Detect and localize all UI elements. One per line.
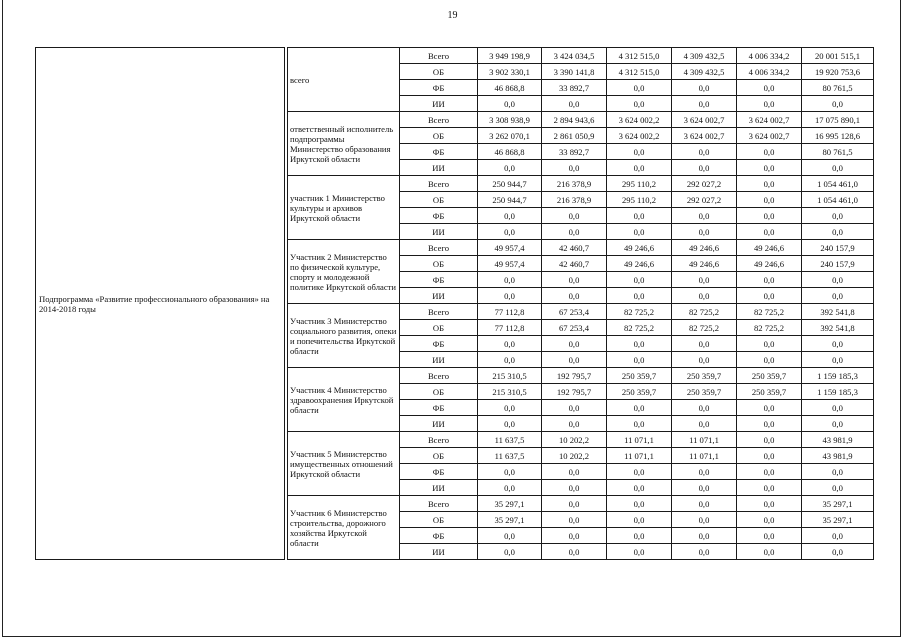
year-value-cell: 0,0 xyxy=(478,544,542,560)
year-value-cell: 0,0 xyxy=(672,288,737,304)
year-value-cell: 11 071,1 xyxy=(607,432,672,448)
year-value-cell: 49 246,6 xyxy=(607,240,672,256)
year-value-cell: 4 006 334,2 xyxy=(737,64,802,80)
funding-source-cell: ФБ xyxy=(400,272,478,288)
executor-cell: Участник 4 Министерство здравоохранения Иркутской области xyxy=(288,368,400,432)
year-value-cell: 250 359,7 xyxy=(672,384,737,400)
year-value-cell: 49 957,4 xyxy=(478,256,542,272)
year-value-cell: 4 309 432,5 xyxy=(672,48,737,64)
year-value-cell: 3 390 141,8 xyxy=(542,64,607,80)
year-value-cell: 77 112,8 xyxy=(478,320,542,336)
year-value-cell: 0,0 xyxy=(672,80,737,96)
year-value-cell: 0,0 xyxy=(542,480,607,496)
year-value-cell: 0,0 xyxy=(672,528,737,544)
year-value-cell: 67 253,4 xyxy=(542,320,607,336)
year-value-cell: 3 949 198,9 xyxy=(478,48,542,64)
year-value-cell: 0,0 xyxy=(737,352,802,368)
year-value-cell: 215 310,5 xyxy=(478,368,542,384)
year-value-cell: 0,0 xyxy=(672,496,737,512)
total-value-cell: 43 981,9 xyxy=(802,448,874,464)
year-value-cell: 0,0 xyxy=(607,352,672,368)
funding-source-cell: ИИ xyxy=(400,160,478,176)
year-value-cell: 11 071,1 xyxy=(672,448,737,464)
year-value-cell: 3 902 330,1 xyxy=(478,64,542,80)
year-value-cell: 0,0 xyxy=(737,336,802,352)
year-value-cell: 0,0 xyxy=(542,272,607,288)
executor-cell: Участник 3 Министерство социального развития, опеки и попечительства Иркутской области xyxy=(288,304,400,368)
total-value-cell: 35 297,1 xyxy=(802,512,874,528)
year-value-cell: 0,0 xyxy=(672,96,737,112)
year-value-cell: 0,0 xyxy=(542,352,607,368)
year-value-cell: 0,0 xyxy=(737,192,802,208)
total-value-cell: 0,0 xyxy=(802,400,874,416)
year-value-cell: 0,0 xyxy=(672,352,737,368)
year-value-cell: 0,0 xyxy=(607,160,672,176)
total-value-cell: 1 054 461,0 xyxy=(802,176,874,192)
funding-source-cell: ФБ xyxy=(400,336,478,352)
funding-source-cell: ИИ xyxy=(400,544,478,560)
year-value-cell: 3 624 002,7 xyxy=(672,112,737,128)
year-value-cell: 0,0 xyxy=(737,160,802,176)
year-value-cell: 250 944,7 xyxy=(478,192,542,208)
year-value-cell: 0,0 xyxy=(478,352,542,368)
year-value-cell: 4 312 515,0 xyxy=(607,48,672,64)
total-value-cell: 0,0 xyxy=(802,352,874,368)
year-value-cell: 35 297,1 xyxy=(478,512,542,528)
year-value-cell: 35 297,1 xyxy=(478,496,542,512)
funding-source-cell: Всего xyxy=(400,48,478,64)
year-value-cell: 3 624 002,7 xyxy=(737,112,802,128)
total-value-cell: 0,0 xyxy=(802,416,874,432)
year-value-cell: 0,0 xyxy=(607,144,672,160)
year-value-cell: 0,0 xyxy=(672,512,737,528)
funding-source-cell: ФБ xyxy=(400,400,478,416)
year-value-cell: 0,0 xyxy=(478,224,542,240)
total-value-cell: 0,0 xyxy=(802,544,874,560)
funding-source-cell: Всего xyxy=(400,240,478,256)
year-value-cell: 2 861 050,9 xyxy=(542,128,607,144)
funding-source-cell: Всего xyxy=(400,432,478,448)
year-value-cell: 82 725,2 xyxy=(737,304,802,320)
year-value-cell: 10 202,2 xyxy=(542,432,607,448)
year-value-cell: 0,0 xyxy=(737,272,802,288)
year-value-cell: 216 378,9 xyxy=(542,176,607,192)
year-value-cell: 292 027,2 xyxy=(672,192,737,208)
year-value-cell: 0,0 xyxy=(478,416,542,432)
year-value-cell: 0,0 xyxy=(478,96,542,112)
year-value-cell: 0,0 xyxy=(542,416,607,432)
year-value-cell: 4 309 432,5 xyxy=(672,64,737,80)
year-value-cell: 250 359,7 xyxy=(672,368,737,384)
year-value-cell: 0,0 xyxy=(542,512,607,528)
year-value-cell: 250 359,7 xyxy=(607,368,672,384)
year-value-cell: 0,0 xyxy=(672,464,737,480)
year-value-cell: 295 110,2 xyxy=(607,176,672,192)
table-row xyxy=(36,48,874,64)
total-value-cell: 1 159 185,3 xyxy=(802,368,874,384)
funding-source-cell: ОБ xyxy=(400,448,478,464)
table-body xyxy=(36,48,874,560)
year-value-cell: 0,0 xyxy=(607,544,672,560)
year-value-cell: 0,0 xyxy=(672,208,737,224)
year-value-cell: 0,0 xyxy=(737,224,802,240)
year-value-cell: 0,0 xyxy=(478,208,542,224)
funding-source-cell: ОБ xyxy=(400,192,478,208)
year-value-cell: 0,0 xyxy=(672,144,737,160)
year-value-cell: 0,0 xyxy=(478,400,542,416)
year-value-cell: 0,0 xyxy=(737,416,802,432)
funding-source-cell: Всего xyxy=(400,304,478,320)
year-value-cell: 49 246,6 xyxy=(737,256,802,272)
year-value-cell: 77 112,8 xyxy=(478,304,542,320)
year-value-cell: 42 460,7 xyxy=(542,256,607,272)
year-value-cell: 0,0 xyxy=(607,528,672,544)
year-value-cell: 49 957,4 xyxy=(478,240,542,256)
year-value-cell: 49 246,6 xyxy=(737,240,802,256)
year-value-cell: 0,0 xyxy=(607,80,672,96)
year-value-cell: 82 725,2 xyxy=(607,304,672,320)
year-value-cell: 33 892,7 xyxy=(542,80,607,96)
year-value-cell: 292 027,2 xyxy=(672,176,737,192)
year-value-cell: 0,0 xyxy=(542,224,607,240)
year-value-cell: 0,0 xyxy=(737,400,802,416)
executor-cell: Участник 5 Министерство имущественных отношений Иркутской области xyxy=(288,432,400,496)
page-number: 19 xyxy=(447,10,458,21)
year-value-cell: 82 725,2 xyxy=(737,320,802,336)
year-value-cell: 0,0 xyxy=(478,288,542,304)
year-value-cell: 11 071,1 xyxy=(607,448,672,464)
funding-source-cell: ИИ xyxy=(400,224,478,240)
year-value-cell: 250 359,7 xyxy=(607,384,672,400)
total-value-cell: 0,0 xyxy=(802,96,874,112)
total-value-cell: 0,0 xyxy=(802,272,874,288)
total-value-cell: 392 541,8 xyxy=(802,320,874,336)
financing-table xyxy=(35,47,874,560)
funding-source-cell: ФБ xyxy=(400,464,478,480)
year-value-cell: 192 795,7 xyxy=(542,384,607,400)
total-value-cell: 19 920 753,6 xyxy=(802,64,874,80)
year-value-cell: 82 725,2 xyxy=(607,320,672,336)
year-value-cell: 0,0 xyxy=(672,336,737,352)
year-value-cell: 0,0 xyxy=(607,416,672,432)
year-value-cell: 295 110,2 xyxy=(607,192,672,208)
year-value-cell: 0,0 xyxy=(542,496,607,512)
year-value-cell: 0,0 xyxy=(478,464,542,480)
funding-source-cell: Всего xyxy=(400,112,478,128)
year-value-cell: 0,0 xyxy=(542,528,607,544)
year-value-cell: 3 308 938,9 xyxy=(478,112,542,128)
year-value-cell: 250 944,7 xyxy=(478,176,542,192)
year-value-cell: 0,0 xyxy=(607,400,672,416)
total-value-cell: 0,0 xyxy=(802,160,874,176)
year-value-cell: 0,0 xyxy=(478,160,542,176)
year-value-cell: 82 725,2 xyxy=(672,304,737,320)
year-value-cell: 0,0 xyxy=(672,400,737,416)
year-value-cell: 11 637,5 xyxy=(478,448,542,464)
year-value-cell: 11 637,5 xyxy=(478,432,542,448)
total-value-cell: 0,0 xyxy=(802,208,874,224)
year-value-cell: 0,0 xyxy=(607,272,672,288)
funding-source-cell: ФБ xyxy=(400,528,478,544)
year-value-cell: 0,0 xyxy=(672,224,737,240)
funding-source-cell: ОБ xyxy=(400,128,478,144)
year-value-cell: 0,0 xyxy=(542,336,607,352)
total-value-cell: 0,0 xyxy=(802,224,874,240)
year-value-cell: 0,0 xyxy=(542,400,607,416)
year-value-cell: 4 006 334,2 xyxy=(737,48,802,64)
year-value-cell: 46 868,8 xyxy=(478,144,542,160)
executor-cell: Участник 6 Министерство строительства, дорожного хозяйства Иркутской области xyxy=(288,496,400,560)
funding-source-cell: ФБ xyxy=(400,208,478,224)
year-value-cell: 0,0 xyxy=(607,288,672,304)
total-value-cell: 17 075 890,1 xyxy=(802,112,874,128)
year-value-cell: 0,0 xyxy=(737,464,802,480)
program-name-cell: Подпрограмма «Развитие профессионального образования» на 2014-2018 годы xyxy=(36,48,285,560)
total-value-cell: 80 761,5 xyxy=(802,80,874,96)
year-value-cell: 49 246,6 xyxy=(672,256,737,272)
year-value-cell: 49 246,6 xyxy=(607,256,672,272)
total-value-cell: 0,0 xyxy=(802,336,874,352)
year-value-cell: 0,0 xyxy=(672,416,737,432)
year-value-cell: 0,0 xyxy=(607,96,672,112)
year-value-cell: 3 624 002,2 xyxy=(607,128,672,144)
year-value-cell: 3 424 034,5 xyxy=(542,48,607,64)
year-value-cell: 3 624 002,2 xyxy=(607,112,672,128)
year-value-cell: 82 725,2 xyxy=(672,320,737,336)
year-value-cell: 42 460,7 xyxy=(542,240,607,256)
funding-source-cell: ИИ xyxy=(400,288,478,304)
year-value-cell: 4 312 515,0 xyxy=(607,64,672,80)
year-value-cell: 0,0 xyxy=(542,464,607,480)
year-value-cell: 10 202,2 xyxy=(542,448,607,464)
year-value-cell: 11 071,1 xyxy=(672,432,737,448)
year-value-cell: 0,0 xyxy=(737,176,802,192)
year-value-cell: 192 795,7 xyxy=(542,368,607,384)
total-value-cell: 1 054 461,0 xyxy=(802,192,874,208)
total-value-cell: 240 157,9 xyxy=(802,256,874,272)
year-value-cell: 0,0 xyxy=(672,480,737,496)
year-value-cell: 0,0 xyxy=(737,144,802,160)
year-value-cell: 46 868,8 xyxy=(478,80,542,96)
funding-source-cell: ИИ xyxy=(400,416,478,432)
year-value-cell: 0,0 xyxy=(737,208,802,224)
total-value-cell: 43 981,9 xyxy=(802,432,874,448)
total-value-cell: 35 297,1 xyxy=(802,496,874,512)
total-value-cell: 0,0 xyxy=(802,464,874,480)
year-value-cell: 0,0 xyxy=(542,160,607,176)
total-value-cell: 80 761,5 xyxy=(802,144,874,160)
executor-cell: участник 1 Министерство культуры и архивов Иркутской области xyxy=(288,176,400,240)
year-value-cell: 0,0 xyxy=(672,544,737,560)
funding-source-cell: ОБ xyxy=(400,384,478,400)
year-value-cell: 0,0 xyxy=(542,544,607,560)
year-value-cell: 0,0 xyxy=(607,480,672,496)
year-value-cell: 0,0 xyxy=(737,528,802,544)
year-value-cell: 0,0 xyxy=(737,432,802,448)
year-value-cell: 0,0 xyxy=(737,544,802,560)
funding-source-cell: Всего xyxy=(400,368,478,384)
executor-cell: ответственный исполнитель подпрограммы Министерство образования Иркутской области xyxy=(288,112,400,176)
year-value-cell: 3 624 002,7 xyxy=(672,128,737,144)
year-value-cell: 215 310,5 xyxy=(478,384,542,400)
year-value-cell: 33 892,7 xyxy=(542,144,607,160)
year-value-cell: 0,0 xyxy=(737,480,802,496)
total-value-cell: 1 159 185,3 xyxy=(802,384,874,400)
funding-source-cell: Всего xyxy=(400,176,478,192)
funding-source-cell: ОБ xyxy=(400,320,478,336)
funding-source-cell: ФБ xyxy=(400,144,478,160)
year-value-cell: 0,0 xyxy=(478,528,542,544)
year-value-cell: 0,0 xyxy=(478,480,542,496)
year-value-cell: 0,0 xyxy=(672,160,737,176)
year-value-cell: 0,0 xyxy=(607,512,672,528)
year-value-cell: 0,0 xyxy=(737,96,802,112)
year-value-cell: 250 359,7 xyxy=(737,384,802,400)
funding-source-cell: ОБ xyxy=(400,256,478,272)
year-value-cell: 0,0 xyxy=(607,224,672,240)
year-value-cell: 0,0 xyxy=(542,208,607,224)
year-value-cell: 0,0 xyxy=(607,336,672,352)
year-value-cell: 0,0 xyxy=(542,288,607,304)
executor-cell: Участник 2 Министерство по физической культуре, спорту и молодежной политике Иркутской области xyxy=(288,240,400,304)
funding-source-cell: Всего xyxy=(400,496,478,512)
year-value-cell: 0,0 xyxy=(607,464,672,480)
year-value-cell: 0,0 xyxy=(607,208,672,224)
year-value-cell: 0,0 xyxy=(737,448,802,464)
year-value-cell: 3 262 070,1 xyxy=(478,128,542,144)
year-value-cell: 250 359,7 xyxy=(737,368,802,384)
total-value-cell: 16 995 128,6 xyxy=(802,128,874,144)
year-value-cell: 0,0 xyxy=(737,512,802,528)
total-value-cell: 0,0 xyxy=(802,480,874,496)
year-value-cell: 3 624 002,7 xyxy=(737,128,802,144)
total-value-cell: 20 001 515,1 xyxy=(802,48,874,64)
executor-cell: всего xyxy=(288,48,400,112)
year-value-cell: 0,0 xyxy=(737,288,802,304)
funding-source-cell: ИИ xyxy=(400,96,478,112)
year-value-cell: 0,0 xyxy=(478,336,542,352)
year-value-cell: 0,0 xyxy=(478,272,542,288)
total-value-cell: 240 157,9 xyxy=(802,240,874,256)
total-value-cell: 392 541,8 xyxy=(802,304,874,320)
total-value-cell: 0,0 xyxy=(802,288,874,304)
funding-source-cell: ОБ xyxy=(400,512,478,528)
year-value-cell: 0,0 xyxy=(672,272,737,288)
funding-source-cell: ФБ xyxy=(400,80,478,96)
funding-source-cell: ОБ xyxy=(400,64,478,80)
year-value-cell: 67 253,4 xyxy=(542,304,607,320)
year-value-cell: 49 246,6 xyxy=(672,240,737,256)
year-value-cell: 0,0 xyxy=(737,80,802,96)
total-value-cell: 0,0 xyxy=(802,528,874,544)
year-value-cell: 0,0 xyxy=(607,496,672,512)
year-value-cell: 216 378,9 xyxy=(542,192,607,208)
funding-source-cell: ИИ xyxy=(400,480,478,496)
funding-source-cell: ИИ xyxy=(400,352,478,368)
year-value-cell: 0,0 xyxy=(542,96,607,112)
year-value-cell: 2 894 943,6 xyxy=(542,112,607,128)
year-value-cell: 0,0 xyxy=(737,496,802,512)
